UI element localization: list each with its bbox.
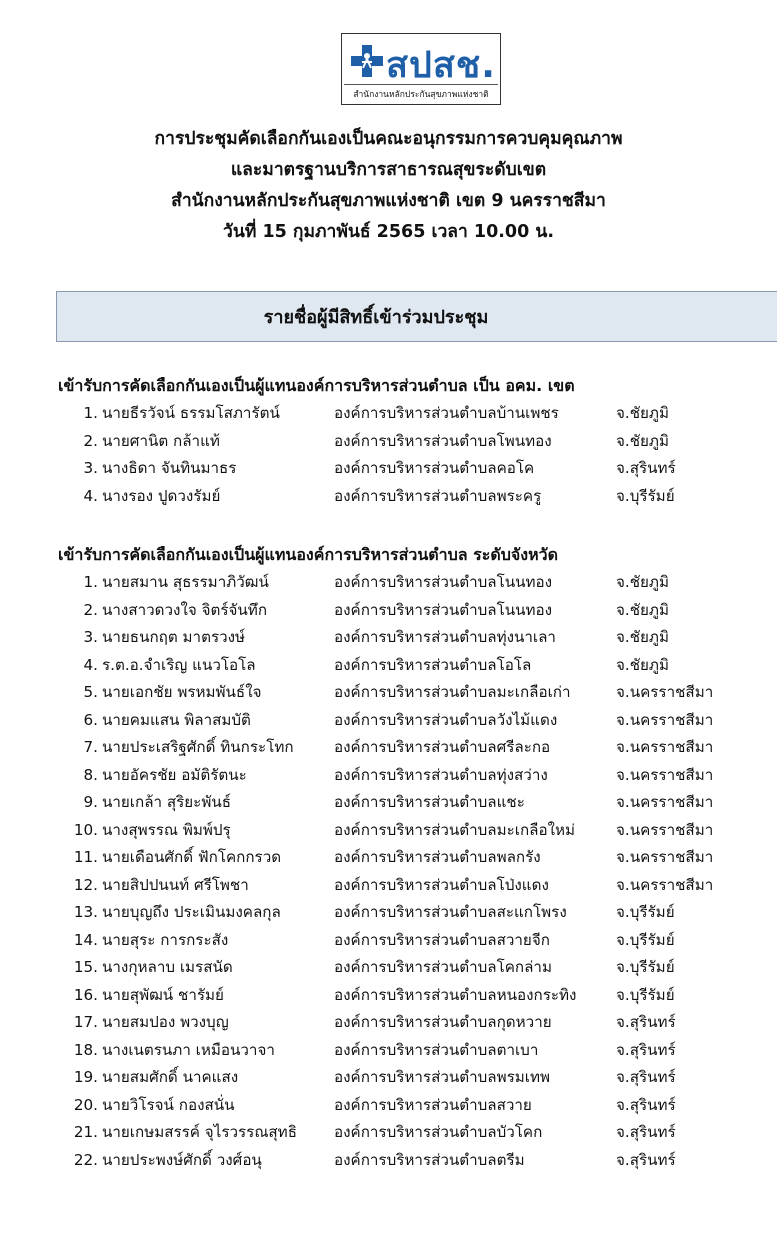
attendee-province: จ.สุรินทร์ [616,459,676,477]
attendee-province: จ.สุรินทร์ [616,1095,676,1114]
attendee-province: จ.นครราชสีมา [616,683,714,701]
list-item [58,954,777,982]
section-district-committee [58,372,777,510]
list-item [58,872,777,900]
attendee-province: จ.ชัยภูมิ [616,404,669,422]
attendee-name: ร.ต.อ.จำเริญ แนวโอโล [102,655,256,674]
list-item [58,1037,777,1065]
logo-subtitle: สำนักงานหลักประกันสุขภาพแห่งชาติ [344,84,498,101]
attendee-organization: องค์การบริหารส่วนตำบลโนนทอง [334,600,553,619]
list-item [58,483,777,511]
list-item [58,569,777,597]
attendee-organization: องค์การบริหารส่วนตำบลกุดหวาย [334,1013,552,1031]
attendee-name: นางเนตรนภา เหมือนวาจา [102,1040,275,1059]
title-line-1: การประชุมคัดเลือกกันเองเป็นคณะอนุกรรมการควบคุมคุณภาพ [154,129,623,149]
attendee-province: จ.นครราชสีมา [616,848,714,866]
attendee-province: จ.ชัยภูมิ [616,431,669,450]
attendee-province: จ.บุรีรัมย์ [616,930,675,949]
section-heading: เข้ารับการคัดเลือกกันเองเป็นผู้แทนองค์การบริหารส่วนตำบล เป็น อคม. เขต [58,376,575,395]
row-number: 9. [83,793,98,811]
attendee-organization: องค์การบริหารส่วนตำบลโอโล [334,655,532,674]
attendee-organization: องค์การบริหารส่วนตำบลพระครู [334,486,542,505]
list-item [58,428,777,456]
attendee-name: นายบุญถึง ประเมินมงคลกุล [102,903,281,921]
list-item [58,927,777,955]
attendee-organization: องค์การบริหารส่วนตำบลทุ่งนาเลา [334,628,556,646]
attendee-organization: องค์การบริหารส่วนตำบลสวาย [334,1095,532,1114]
attendee-name: นายสุระ การกระสัง [102,930,229,949]
attendee-province: จ.นครราชสีมา [616,738,714,756]
row-number: 4. [83,486,98,505]
row-number: 10. [73,820,98,839]
row-number: 16. [73,985,98,1004]
title-line-4: วันที่ 15 กุมภาพันธ์ 2565 เวลา 10.00 น. [223,222,554,242]
row-number: 17. [73,1013,98,1031]
row-number: 7. [83,738,98,756]
attendee-organization: องค์การบริหารส่วนตำบลคอโค [334,459,535,477]
attendee-name: นางสาวดวงใจ จิตร์จันทึก [102,600,268,619]
attendee-province: จ.นครราชสีมา [616,793,714,811]
banner-label: รายชื่อผู้มีสิทธิ์เข้าร่วมประชุม [263,307,489,328]
attendee-province: จ.บุรีรัมย์ [616,958,675,976]
attendee-organization: องค์การบริหารส่วนตำบลบ้านเพชร [334,404,559,422]
row-number: 2. [83,431,98,450]
list-item [58,707,777,735]
attendee-province: จ.ชัยภูมิ [616,573,669,591]
attendee-name: นางสุพรรณ พิมพ์ปรุ [102,820,231,839]
attendee-province: จ.สุรินทร์ [616,1013,676,1031]
list-item [58,679,777,707]
attendee-province: จ.สุรินทร์ [616,1068,676,1086]
attendee-list-banner [56,291,777,342]
list-item [58,734,777,762]
attendee-name: นางธิดา จันทินมาธร [102,459,237,477]
attendee-organization: องค์การบริหารส่วนตำบลแชะ [334,793,525,811]
row-number: 11. [73,848,98,866]
attendee-organization: องค์การบริหารส่วนตำบลพลกรัง [334,848,541,866]
attendee-name: นายสมศักดิ์ นาคแสง [102,1068,239,1086]
nhso-logo [341,33,501,105]
attendee-name: นายอัครชัย อมัติรัตนะ [102,765,247,784]
row-number: 3. [83,459,98,477]
list-item [58,400,777,428]
attendee-organization: องค์การบริหารส่วนตำบลตรีม [334,1150,525,1169]
attendee-province: จ.ชัยภูมิ [616,600,669,619]
list-item [58,1147,777,1175]
attendee-province: จ.นครราชสีมา [616,765,714,784]
row-number: 15. [73,958,98,976]
attendee-organization: องค์การบริหารส่วนตำบลตาเบา [334,1040,539,1059]
list-item [58,652,777,680]
attendee-name: นายธีรวัจน์ ธรรมโสภารัตน์ [102,404,280,422]
row-number: 14. [73,930,98,949]
row-number: 3. [83,628,98,646]
attendee-organization: องค์การบริหารส่วนตำบลโคกล่าม [334,958,552,976]
attendee-province: จ.นครราชสีมา [616,710,714,729]
row-number: 6. [83,710,98,729]
attendee-name: นายประพงษ์ศักดิ์ วงศ์อนุ [102,1150,262,1169]
row-number: 1. [83,404,98,422]
list-item [58,624,777,652]
attendee-organization: องค์การบริหารส่วนตำบลโนนทอง [334,573,553,591]
attendee-name: นายศานิต กล้าแท้ [102,431,220,450]
attendee-province: จ.บุรีรัมย์ [616,903,675,921]
attendee-province: จ.นครราชสีมา [616,820,714,839]
attendee-name: นายสมาน สุธรรมาภิวัฒน์ [102,573,269,591]
row-number: 20. [73,1095,98,1114]
row-number: 21. [73,1123,98,1141]
attendee-name: นางกุหลาบ เมรสนัด [102,958,233,976]
list-item [58,1092,777,1120]
attendee-name: นายคมแสน พิลาสมบัติ [102,710,251,729]
list-item [58,844,777,872]
attendee-organization: องค์การบริหารส่วนตำบลศรีละกอ [334,738,551,756]
attendee-organization: องค์การบริหารส่วนตำบลมะเกลือใหม่ [334,820,576,839]
title-line-2: และมาตรฐานบริการสาธารณสุขระดับเขต [230,160,547,180]
attendee-organization: องค์การบริหารส่วนตำบลสะแกโพรง [334,903,567,921]
list-item [58,982,777,1010]
attendee-province: จ.สุรินทร์ [616,1123,676,1141]
attendee-organization: องค์การบริหารส่วนตำบลหนองกระทิง [334,985,577,1004]
section-heading: เข้ารับการคัดเลือกกันเองเป็นผู้แทนองค์การบริหารส่วนตำบล ระดับจังหวัด [58,545,559,564]
medical-cross-icon [350,44,384,78]
document-title [0,124,777,248]
attendee-name: นายสุพัฒน์ ชารัมย์ [102,985,224,1004]
list-item [58,1064,777,1092]
attendee-name: นายวิโรจน์ กองสนั่น [102,1095,235,1114]
attendee-organization: องค์การบริหารส่วนตำบลพรมเทพ [334,1068,550,1086]
row-number: 4. [83,655,98,674]
attendee-province: จ.นครราชสีมา [616,875,714,894]
attendee-name: นางรอง ปูดวงรัมย์ [102,486,221,505]
attendee-province: จ.บุรีรัมย์ [616,486,675,505]
attendee-name: นายเอกชัย พรหมพันธ์ใจ [102,683,262,701]
attendee-name: นายสมปอง พวงบุญ [102,1013,229,1031]
list-item [58,762,777,790]
row-number: 1. [83,573,98,591]
attendee-organization: องค์การบริหารส่วนตำบลบัวโคก [334,1123,543,1141]
section-provincial-level [58,541,777,1174]
attendee-province: จ.สุรินทร์ [616,1150,676,1169]
attendee-organization: องค์การบริหารส่วนตำบลวังไม้แดง [334,710,558,729]
list-item [58,1009,777,1037]
attendee-province: จ.บุรีรัมย์ [616,985,675,1004]
attendee-organization: องค์การบริหารส่วนตำบลโพนทอง [334,431,552,450]
list-item [58,899,777,927]
title-line-3: สำนักงานหลักประกันสุขภาพแห่งชาติ เขต 9 นครราชสีมา [171,191,606,211]
attendee-name: นายเกล้า สุริยะพันธ์ [102,793,232,811]
attendee-organization: องค์การบริหารส่วนตำบลมะเกลือเก่า [334,683,571,701]
row-number: 18. [73,1040,98,1059]
list-item [58,817,777,845]
row-number: 2. [83,600,98,619]
logo-brand-text: สปสช. [386,45,496,86]
list-item [58,455,777,483]
list-item [58,597,777,625]
attendee-province: จ.ชัยภูมิ [616,628,669,646]
attendee-list [58,400,777,510]
attendee-organization: องค์การบริหารส่วนตำบลสวายจีก [334,930,550,949]
row-number: 13. [73,903,98,921]
attendee-organization: องค์การบริหารส่วนตำบลทุ่งสว่าง [334,765,548,784]
row-number: 12. [73,875,98,894]
row-number: 22. [73,1150,98,1169]
row-number: 8. [83,765,98,784]
attendee-name: นายสิปปนนท์ ศรีโพชา [102,875,249,894]
attendee-list [58,569,777,1174]
attendee-name: นายธนกฤต มาตรวงษ์ [102,628,246,646]
row-number: 5. [83,683,98,701]
attendee-name: นายเดือนศักดิ์ ฟักโคกกรวด [102,848,282,866]
attendee-name: นายประเสริฐศักดิ์ ทินกระโทก [102,738,294,756]
attendee-name: นายเกษมสรรค์ จุไรวรรณสุทธิ [102,1123,297,1141]
attendee-organization: องค์การบริหารส่วนตำบลโป่งแดง [334,875,549,894]
attendee-province: จ.สุรินทร์ [616,1040,676,1059]
attendee-province: จ.ชัยภูมิ [616,655,669,674]
list-item [58,789,777,817]
list-item [58,1119,777,1147]
row-number: 19. [73,1068,98,1086]
